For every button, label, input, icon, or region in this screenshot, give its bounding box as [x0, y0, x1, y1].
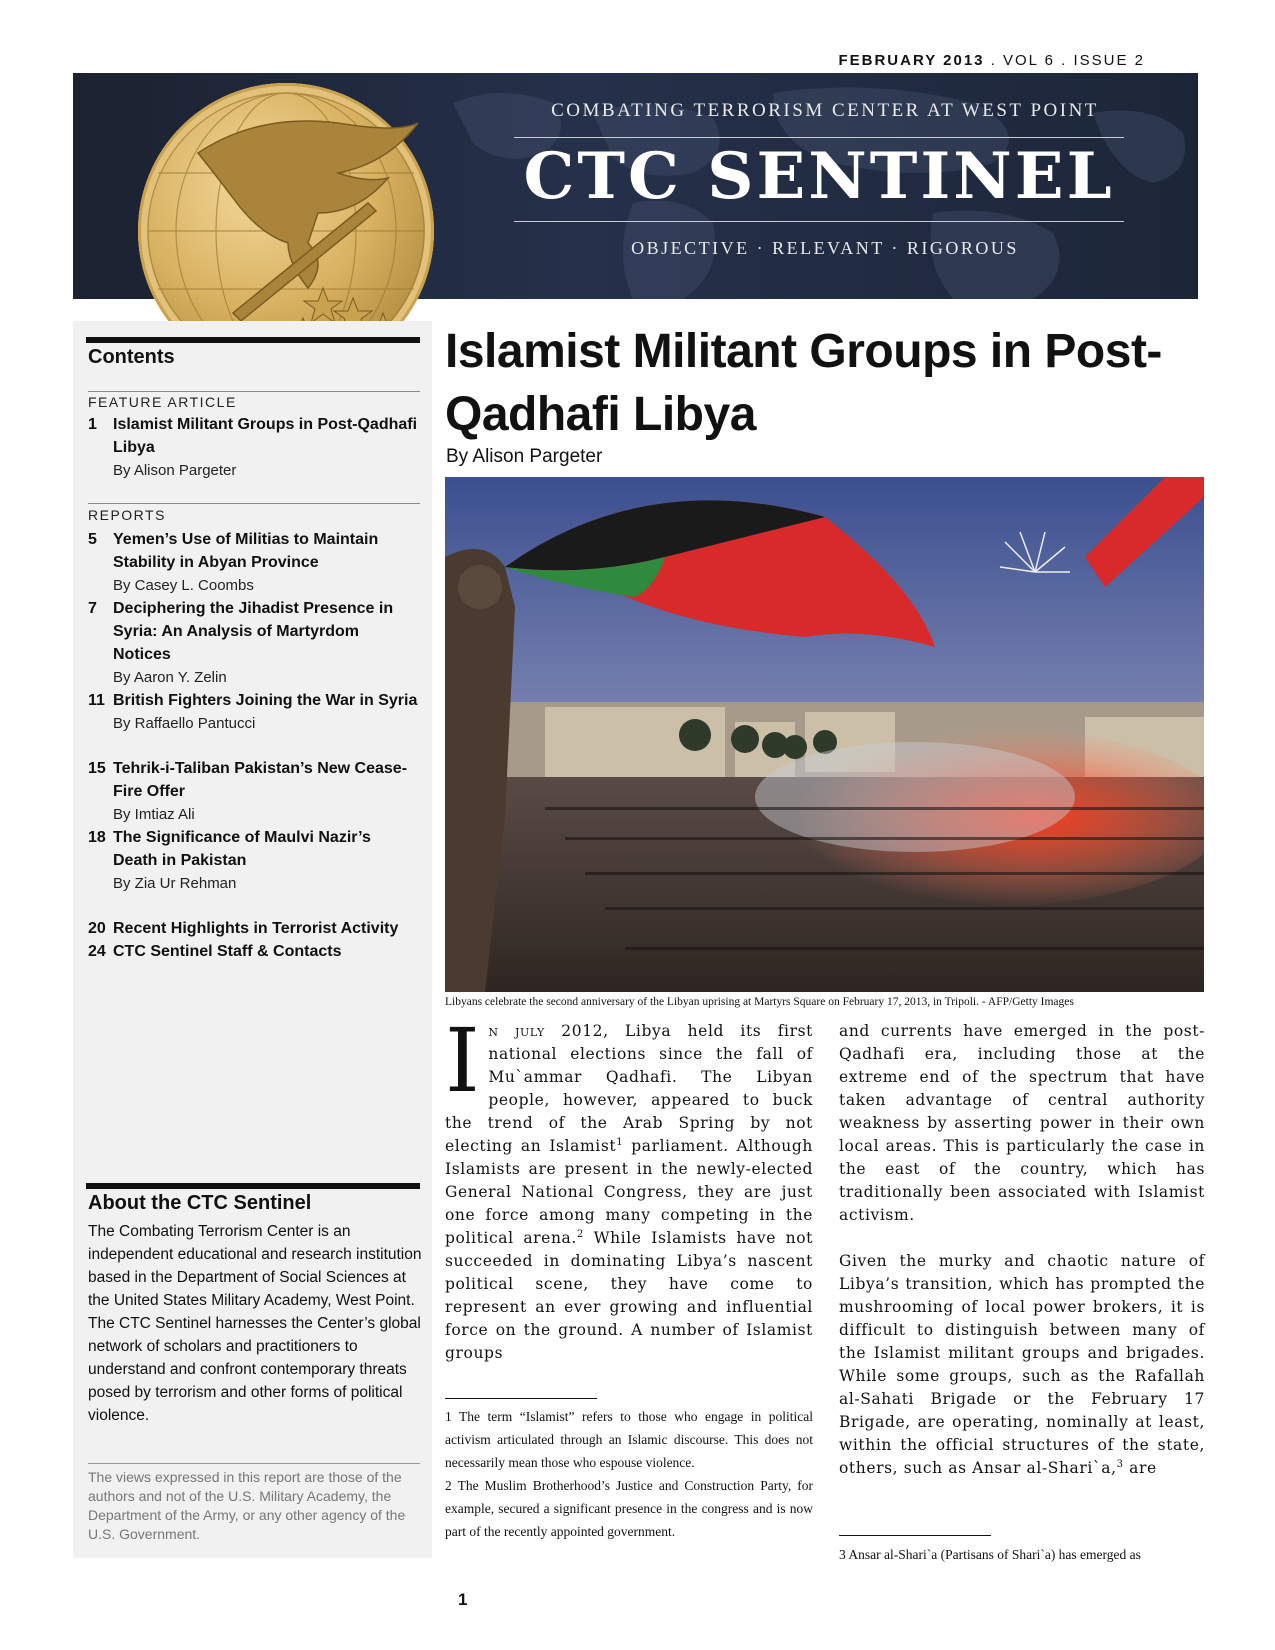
masthead-tagline: OBJECTIVE · RELEVANT · RIGOROUS [631, 238, 1019, 258]
toc-author: By Alison Pargeter [113, 462, 237, 479]
masthead-org: COMBATING TERRORISM CENTER AT WEST POINT [551, 100, 1099, 121]
masthead-rule-bottom [514, 221, 1124, 222]
footnote-rule [445, 1398, 597, 1399]
divider [88, 391, 420, 392]
about-heading: About the CTC Sentinel [88, 1192, 312, 1214]
toc-extra[interactable] [88, 940, 418, 963]
page-number: 1 [458, 1590, 468, 1609]
footnote-ref[interactable]: 2 [576, 1228, 584, 1240]
issue-date: FEBRUARY 2013 [838, 52, 985, 69]
toc-page-number: 11 [88, 692, 105, 709]
issue-vol: . VOL 6 . ISSUE 2 [984, 52, 1145, 69]
masthead-title: CTC SENTINEL [523, 139, 1115, 214]
footnote: 1 The term “Islamist” refers to those who engage in political activism articulated through an Islamic discourse. This does not necessarily mean those who espouse violence. [445, 1409, 813, 1470]
footnote-rule [839, 1535, 991, 1536]
toc-page-number: 20 [88, 920, 106, 937]
body-text: Given the murky and chaotic nature of Libya’s transition, which has prompted the mushrooming of local power brokers, it is difficult to distinguish between many of the Islamist militant groups and brigades. While some groups, such as the Rafallah al-Sahati Brigade or the February 17 Brigade, are operating, nominally at least, within the official structures of the state, others, such as Ansar al-Shari`a, [839, 1252, 1205, 1477]
lead-smallcaps: n july 2012, [488, 1022, 609, 1040]
contents-heading: Contents [88, 346, 175, 368]
toc-page-number: 18 [88, 829, 106, 846]
toc-report[interactable] [88, 689, 418, 735]
martyrs-square-photo [445, 477, 1204, 992]
toc-title: Islamist Militant Groups in Post-Qadhafi Libya [113, 416, 418, 456]
toc-page-number: 1 [88, 416, 97, 433]
toc-extra[interactable] [88, 917, 418, 940]
toc-page-number: 15 [88, 760, 106, 777]
toc-report[interactable] [88, 597, 418, 689]
footnote-ref[interactable]: 3 [1116, 1458, 1124, 1470]
toc-author: By Casey L. Coombs [113, 577, 254, 594]
body-text: Libya held its first national elections since the fall of Mu`ammar Qadhafi. The Libyan people, however, appeared to buck the trend of the Arab Spring by not electing an Islamist [445, 1022, 813, 1155]
toc-feature[interactable] [88, 413, 418, 482]
toc-title: CTC Sentinel Staff & Contacts [113, 943, 342, 960]
divider [88, 503, 420, 504]
toc-title: Yemen’s Use of Militias to Maintain Stability in Abyan Province [113, 531, 379, 571]
toc-author: By Aaron Y. Zelin [113, 669, 227, 686]
about-rule [86, 1183, 420, 1189]
toc-title: British Fighters Joining the War in Syria [113, 692, 418, 709]
body-text: parliament. Although Islamists are present in the newly-elected General National Congress, they are just one force among many competing in the political arena. [445, 1137, 813, 1247]
disclaimer: The views expressed in this report are those of the authors and not of the U.S. Military Academy, the Department of the Army, or any other agency of the U.S. Government. [88, 1469, 406, 1542]
contents-rule [86, 337, 420, 343]
masthead-rule-top [514, 137, 1124, 138]
photo-caption: Libyans celebrate the second anniversary of the Libyan uprising at Martyrs Square on February 17, 2013, in Tripoli. - AFP/Getty Images [445, 996, 1074, 1008]
drop-cap: I [445, 1009, 481, 1112]
toc-page-number: 7 [88, 600, 97, 617]
toc-author: By Imtiaz Ali [113, 806, 195, 823]
body-text: While Islamists have not succeeded in dominating Libya’s nascent political scene, they have come to represent an ever growing and influential force on the ground. A number of Islamist groups [445, 1229, 813, 1362]
toc-title: The Significance of Maulvi Nazir’s Death in Pakistan [113, 829, 371, 869]
article-byline: By Alison Pargeter [446, 446, 603, 467]
article-column-1 [445, 1009, 813, 1365]
divider [88, 1463, 420, 1464]
footnote: 3 Ansar al-Shari`a (Partisans of Shari`a) has emerged as [839, 1547, 1141, 1562]
article-title: Islamist Militant Groups in Post-Qadhafi Libya [445, 325, 1162, 441]
toc-title: Tehrik-i-Taliban Pakistan’s New Cease-Fire Offer [113, 760, 408, 800]
article-photo [445, 477, 1204, 992]
footnote: 2 The Muslim Brotherhood’s Justice and Construction Party, for example, secured a significant presence in the congress and is now part of the recently appointed government. [445, 1478, 813, 1539]
footnotes [445, 1405, 813, 1543]
toc-page-number: 5 [88, 531, 97, 548]
toc-report[interactable] [88, 826, 418, 895]
reports-label: REPORTS [88, 507, 166, 523]
toc-title: Recent Highlights in Terrorist Activity [113, 920, 399, 937]
toc-author: By Zia Ur Rehman [113, 875, 237, 892]
body-text: and currents have emerged in the post-Qadhafi era, including those at the extreme end of the spectrum that have taken advantage of central authority weakness by asserting power in their own local areas. This is particularly the case in the east of the country, which has traditionally been associated with Islamist activism. [839, 1022, 1205, 1224]
toc-report[interactable] [88, 757, 418, 826]
toc-page-number: 24 [88, 943, 106, 960]
about-text: The Combating Terrorism Center is an independent educational and research institution based in the Department of Social Sciences at the United States Military Academy, West Point. The CTC Sentinel harnesses the Center’s global network of scholars and practitioners to understand and confront contemporary threats posed by terrorism and other forms of political violence. [88, 1223, 422, 1424]
body-text: are [1123, 1459, 1157, 1477]
article-column-2 [839, 1020, 1205, 1480]
feature-label: FEATURE ARTICLE [88, 394, 237, 410]
toc-author: By Raffaello Pantucci [113, 715, 256, 732]
issue-info [838, 52, 1145, 69]
footnote-ref[interactable]: 1 [616, 1136, 624, 1148]
toc-report[interactable] [88, 528, 418, 597]
toc-title: Deciphering the Jihadist Presence in Syria: An Analysis of Martyrdom Notices [113, 600, 394, 663]
